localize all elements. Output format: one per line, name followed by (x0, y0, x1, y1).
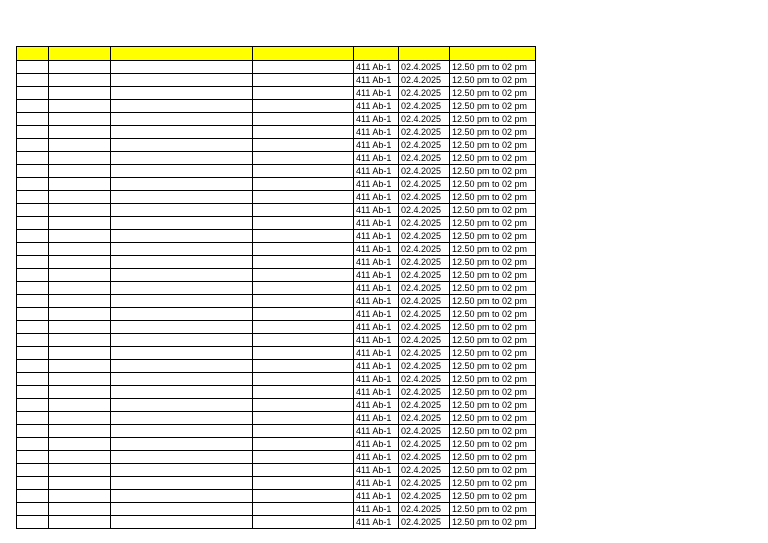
empty-cell[interactable] (17, 230, 49, 243)
date-cell[interactable]: 02.4.2025 (399, 360, 450, 373)
date-cell[interactable]: 02.4.2025 (399, 256, 450, 269)
empty-cell[interactable] (49, 464, 111, 477)
empty-cell[interactable] (49, 386, 111, 399)
empty-cell[interactable] (49, 412, 111, 425)
date-cell[interactable]: 02.4.2025 (399, 217, 450, 230)
empty-cell[interactable] (111, 464, 253, 477)
empty-cell[interactable] (17, 373, 49, 386)
table-row (17, 516, 536, 529)
empty-cell[interactable] (17, 490, 49, 503)
empty-cell[interactable] (17, 139, 49, 152)
empty-cell[interactable] (253, 464, 354, 477)
empty-cell[interactable] (253, 516, 354, 529)
room-cell[interactable]: 411 Ab-1 (354, 152, 399, 165)
empty-cell[interactable] (17, 61, 49, 74)
empty-cell[interactable] (49, 61, 111, 74)
empty-cell[interactable] (111, 217, 253, 230)
time-cell[interactable]: 12.50 pm to 02 pm (450, 61, 536, 74)
table-row (17, 464, 536, 477)
empty-cell[interactable] (17, 438, 49, 451)
date-cell[interactable]: 02.4.2025 (399, 126, 450, 139)
empty-cell[interactable] (49, 516, 111, 529)
date-cell[interactable]: 02.4.2025 (399, 477, 450, 490)
empty-cell[interactable] (49, 360, 111, 373)
time-cell[interactable]: 12.50 pm to 02 pm (450, 373, 536, 386)
empty-cell[interactable] (49, 451, 111, 464)
room-cell[interactable]: 411 Ab-1 (354, 230, 399, 243)
empty-cell[interactable] (111, 269, 253, 282)
room-cell[interactable]: 411 Ab-1 (354, 451, 399, 464)
date-cell[interactable]: 02.4.2025 (399, 425, 450, 438)
table-row (17, 113, 536, 126)
date-cell[interactable]: 02.4.2025 (399, 113, 450, 126)
empty-cell[interactable] (49, 100, 111, 113)
time-cell[interactable]: 12.50 pm to 02 pm (450, 87, 536, 100)
time-cell[interactable]: 12.50 pm to 02 pm (450, 334, 536, 347)
empty-cell[interactable] (111, 87, 253, 100)
empty-cell[interactable] (17, 243, 49, 256)
empty-cell[interactable] (253, 165, 354, 178)
table-row (17, 61, 536, 74)
empty-cell[interactable] (111, 412, 253, 425)
empty-cell[interactable] (49, 204, 111, 217)
table-row (17, 451, 536, 464)
empty-cell[interactable] (253, 269, 354, 282)
room-cell[interactable]: 411 Ab-1 (354, 113, 399, 126)
time-cell[interactable]: 12.50 pm to 02 pm (450, 243, 536, 256)
empty-cell[interactable] (253, 191, 354, 204)
room-cell[interactable]: 411 Ab-1 (354, 425, 399, 438)
table-row (17, 126, 536, 139)
room-cell[interactable]: 411 Ab-1 (354, 438, 399, 451)
empty-cell[interactable] (253, 373, 354, 386)
empty-cell[interactable] (111, 451, 253, 464)
empty-cell[interactable] (111, 165, 253, 178)
table-row (17, 386, 536, 399)
empty-cell[interactable] (253, 399, 354, 412)
empty-cell[interactable] (253, 451, 354, 464)
header-row (17, 47, 536, 61)
date-cell[interactable]: 02.4.2025 (399, 269, 450, 282)
empty-cell[interactable] (111, 74, 253, 87)
empty-cell[interactable] (111, 360, 253, 373)
table-row (17, 243, 536, 256)
empty-cell[interactable] (253, 139, 354, 152)
table-row (17, 334, 536, 347)
header-cell[interactable] (399, 47, 450, 61)
empty-cell[interactable] (253, 438, 354, 451)
room-cell[interactable]: 411 Ab-1 (354, 256, 399, 269)
table-row (17, 490, 536, 503)
empty-cell[interactable] (111, 256, 253, 269)
date-cell[interactable]: 02.4.2025 (399, 295, 450, 308)
empty-cell[interactable] (253, 204, 354, 217)
empty-cell[interactable] (111, 243, 253, 256)
empty-cell[interactable] (17, 126, 49, 139)
room-cell[interactable]: 411 Ab-1 (354, 516, 399, 529)
empty-cell[interactable] (17, 464, 49, 477)
room-cell[interactable]: 411 Ab-1 (354, 321, 399, 334)
empty-cell[interactable] (253, 490, 354, 503)
date-cell[interactable]: 02.4.2025 (399, 334, 450, 347)
room-cell[interactable]: 411 Ab-1 (354, 386, 399, 399)
empty-cell[interactable] (253, 152, 354, 165)
time-cell[interactable]: 12.50 pm to 02 pm (450, 425, 536, 438)
date-cell[interactable]: 02.4.2025 (399, 516, 450, 529)
empty-cell[interactable] (253, 308, 354, 321)
empty-cell[interactable] (17, 282, 49, 295)
empty-cell[interactable] (253, 321, 354, 334)
date-cell[interactable]: 02.4.2025 (399, 464, 450, 477)
empty-cell[interactable] (111, 386, 253, 399)
date-cell[interactable]: 02.4.2025 (399, 100, 450, 113)
spreadsheet (16, 46, 536, 529)
empty-cell[interactable] (253, 87, 354, 100)
empty-cell[interactable] (253, 243, 354, 256)
table-row (17, 477, 536, 490)
empty-cell[interactable] (49, 295, 111, 308)
empty-cell[interactable] (49, 126, 111, 139)
empty-cell[interactable] (17, 204, 49, 217)
room-cell[interactable]: 411 Ab-1 (354, 503, 399, 516)
table-row (17, 152, 536, 165)
empty-cell[interactable] (49, 191, 111, 204)
date-cell[interactable]: 02.4.2025 (399, 139, 450, 152)
room-cell[interactable]: 411 Ab-1 (354, 464, 399, 477)
table-row (17, 74, 536, 87)
date-cell[interactable]: 02.4.2025 (399, 503, 450, 516)
empty-cell[interactable] (49, 425, 111, 438)
empty-cell[interactable] (17, 295, 49, 308)
time-cell[interactable]: 12.50 pm to 02 pm (450, 399, 536, 412)
time-cell[interactable]: 12.50 pm to 02 pm (450, 438, 536, 451)
time-cell[interactable]: 12.50 pm to 02 pm (450, 503, 536, 516)
time-cell[interactable]: 12.50 pm to 02 pm (450, 347, 536, 360)
empty-cell[interactable] (17, 386, 49, 399)
header-cell[interactable] (450, 47, 536, 61)
empty-cell[interactable] (17, 308, 49, 321)
empty-cell[interactable] (17, 425, 49, 438)
empty-cell[interactable] (49, 334, 111, 347)
date-cell[interactable]: 02.4.2025 (399, 87, 450, 100)
empty-cell[interactable] (49, 139, 111, 152)
empty-cell[interactable] (253, 295, 354, 308)
empty-cell[interactable] (17, 113, 49, 126)
empty-cell[interactable] (17, 321, 49, 334)
empty-cell[interactable] (253, 334, 354, 347)
table-row (17, 204, 536, 217)
date-cell[interactable]: 02.4.2025 (399, 230, 450, 243)
table-row (17, 321, 536, 334)
empty-cell[interactable] (253, 360, 354, 373)
empty-cell[interactable] (111, 61, 253, 74)
table-row (17, 282, 536, 295)
date-cell[interactable]: 02.4.2025 (399, 165, 450, 178)
header-cell[interactable] (17, 47, 49, 61)
room-cell[interactable]: 411 Ab-1 (354, 399, 399, 412)
time-cell[interactable]: 12.50 pm to 02 pm (450, 451, 536, 464)
empty-cell[interactable] (17, 503, 49, 516)
empty-cell[interactable] (49, 87, 111, 100)
date-cell[interactable]: 02.4.2025 (399, 373, 450, 386)
time-cell[interactable]: 12.50 pm to 02 pm (450, 360, 536, 373)
empty-cell[interactable] (49, 373, 111, 386)
empty-cell[interactable] (111, 282, 253, 295)
table-row (17, 269, 536, 282)
empty-cell[interactable] (49, 269, 111, 282)
empty-cell[interactable] (49, 399, 111, 412)
time-cell[interactable]: 12.50 pm to 02 pm (450, 308, 536, 321)
table-row (17, 373, 536, 386)
empty-cell[interactable] (111, 308, 253, 321)
date-cell[interactable]: 02.4.2025 (399, 386, 450, 399)
table-row (17, 256, 536, 269)
room-cell[interactable]: 411 Ab-1 (354, 139, 399, 152)
empty-cell[interactable] (49, 490, 111, 503)
empty-cell[interactable] (17, 217, 49, 230)
empty-cell[interactable] (253, 386, 354, 399)
empty-cell[interactable] (253, 100, 354, 113)
empty-cell[interactable] (17, 399, 49, 412)
time-cell[interactable]: 12.50 pm to 02 pm (450, 464, 536, 477)
date-cell[interactable]: 02.4.2025 (399, 321, 450, 334)
date-cell[interactable]: 02.4.2025 (399, 347, 450, 360)
empty-cell[interactable] (111, 399, 253, 412)
table-row (17, 165, 536, 178)
empty-cell[interactable] (17, 191, 49, 204)
empty-cell[interactable] (111, 425, 253, 438)
empty-cell[interactable] (253, 412, 354, 425)
date-cell[interactable]: 02.4.2025 (399, 308, 450, 321)
empty-cell[interactable] (111, 126, 253, 139)
empty-cell[interactable] (49, 113, 111, 126)
empty-cell[interactable] (49, 243, 111, 256)
empty-cell[interactable] (17, 152, 49, 165)
room-cell[interactable]: 411 Ab-1 (354, 490, 399, 503)
time-cell[interactable]: 12.50 pm to 02 pm (450, 295, 536, 308)
empty-cell[interactable] (49, 230, 111, 243)
empty-cell[interactable] (111, 373, 253, 386)
empty-cell[interactable] (111, 503, 253, 516)
empty-cell[interactable] (253, 126, 354, 139)
empty-cell[interactable] (49, 503, 111, 516)
empty-cell[interactable] (17, 412, 49, 425)
header-cell[interactable] (354, 47, 399, 61)
time-cell[interactable]: 12.50 pm to 02 pm (450, 165, 536, 178)
empty-cell[interactable] (253, 230, 354, 243)
date-cell[interactable]: 02.4.2025 (399, 61, 450, 74)
time-cell[interactable]: 12.50 pm to 02 pm (450, 386, 536, 399)
empty-cell[interactable] (49, 178, 111, 191)
empty-cell[interactable] (111, 477, 253, 490)
schedule-table (16, 46, 536, 529)
empty-cell[interactable] (17, 165, 49, 178)
date-cell[interactable]: 02.4.2025 (399, 451, 450, 464)
room-cell[interactable]: 411 Ab-1 (354, 295, 399, 308)
room-cell[interactable]: 411 Ab-1 (354, 347, 399, 360)
time-cell[interactable]: 12.50 pm to 02 pm (450, 178, 536, 191)
empty-cell[interactable] (253, 347, 354, 360)
date-cell[interactable]: 02.4.2025 (399, 490, 450, 503)
date-cell[interactable]: 02.4.2025 (399, 178, 450, 191)
room-cell[interactable]: 411 Ab-1 (354, 100, 399, 113)
empty-cell[interactable] (253, 425, 354, 438)
empty-cell[interactable] (17, 334, 49, 347)
date-cell[interactable]: 02.4.2025 (399, 438, 450, 451)
empty-cell[interactable] (111, 490, 253, 503)
empty-cell[interactable] (111, 438, 253, 451)
table-row (17, 230, 536, 243)
empty-cell[interactable] (111, 178, 253, 191)
empty-cell[interactable] (49, 477, 111, 490)
table-row (17, 87, 536, 100)
time-cell[interactable]: 12.50 pm to 02 pm (450, 113, 536, 126)
empty-cell[interactable] (253, 178, 354, 191)
table-row (17, 503, 536, 516)
empty-cell[interactable] (17, 100, 49, 113)
empty-cell[interactable] (111, 230, 253, 243)
table-row (17, 438, 536, 451)
room-cell[interactable]: 411 Ab-1 (354, 217, 399, 230)
room-cell[interactable]: 411 Ab-1 (354, 373, 399, 386)
room-cell[interactable]: 411 Ab-1 (354, 61, 399, 74)
room-cell[interactable]: 411 Ab-1 (354, 178, 399, 191)
empty-cell[interactable] (49, 282, 111, 295)
room-cell[interactable]: 411 Ab-1 (354, 191, 399, 204)
empty-cell[interactable] (253, 477, 354, 490)
table-row (17, 295, 536, 308)
table-row (17, 412, 536, 425)
table-row (17, 425, 536, 438)
room-cell[interactable]: 411 Ab-1 (354, 334, 399, 347)
table-body (17, 61, 536, 529)
empty-cell[interactable] (17, 516, 49, 529)
room-cell[interactable]: 411 Ab-1 (354, 477, 399, 490)
empty-cell[interactable] (17, 178, 49, 191)
table-row (17, 100, 536, 113)
date-cell[interactable]: 02.4.2025 (399, 243, 450, 256)
empty-cell[interactable] (49, 74, 111, 87)
empty-cell[interactable] (17, 256, 49, 269)
time-cell[interactable]: 12.50 pm to 02 pm (450, 100, 536, 113)
room-cell[interactable]: 411 Ab-1 (354, 74, 399, 87)
empty-cell[interactable] (253, 61, 354, 74)
table-row (17, 191, 536, 204)
time-cell[interactable]: 12.50 pm to 02 pm (450, 477, 536, 490)
table-row (17, 347, 536, 360)
date-cell[interactable]: 02.4.2025 (399, 74, 450, 87)
empty-cell[interactable] (17, 347, 49, 360)
time-cell[interactable]: 12.50 pm to 02 pm (450, 230, 536, 243)
empty-cell[interactable] (253, 217, 354, 230)
room-cell[interactable]: 411 Ab-1 (354, 165, 399, 178)
table-row (17, 139, 536, 152)
time-cell[interactable]: 12.50 pm to 02 pm (450, 152, 536, 165)
empty-cell[interactable] (111, 334, 253, 347)
room-cell[interactable]: 411 Ab-1 (354, 204, 399, 217)
empty-cell[interactable] (49, 308, 111, 321)
empty-cell[interactable] (111, 321, 253, 334)
room-cell[interactable]: 411 Ab-1 (354, 282, 399, 295)
empty-cell[interactable] (49, 217, 111, 230)
date-cell[interactable]: 02.4.2025 (399, 204, 450, 217)
date-cell[interactable]: 02.4.2025 (399, 191, 450, 204)
header-cell[interactable] (49, 47, 111, 61)
room-cell[interactable]: 411 Ab-1 (354, 126, 399, 139)
empty-cell[interactable] (17, 87, 49, 100)
time-cell[interactable]: 12.50 pm to 02 pm (450, 412, 536, 425)
table-row (17, 178, 536, 191)
empty-cell[interactable] (111, 152, 253, 165)
room-cell[interactable]: 411 Ab-1 (354, 269, 399, 282)
table-row (17, 399, 536, 412)
time-cell[interactable]: 12.50 pm to 02 pm (450, 269, 536, 282)
empty-cell[interactable] (17, 451, 49, 464)
empty-cell[interactable] (111, 191, 253, 204)
room-cell[interactable]: 411 Ab-1 (354, 412, 399, 425)
empty-cell[interactable] (253, 282, 354, 295)
empty-cell[interactable] (17, 269, 49, 282)
empty-cell[interactable] (111, 100, 253, 113)
time-cell[interactable]: 12.50 pm to 02 pm (450, 516, 536, 529)
empty-cell[interactable] (49, 165, 111, 178)
empty-cell[interactable] (253, 503, 354, 516)
empty-cell[interactable] (17, 74, 49, 87)
time-cell[interactable]: 12.50 pm to 02 pm (450, 321, 536, 334)
time-cell[interactable]: 12.50 pm to 02 pm (450, 191, 536, 204)
room-cell[interactable]: 411 Ab-1 (354, 87, 399, 100)
table-row (17, 360, 536, 373)
empty-cell[interactable] (253, 113, 354, 126)
date-cell[interactable]: 02.4.2025 (399, 399, 450, 412)
time-cell[interactable]: 12.50 pm to 02 pm (450, 282, 536, 295)
time-cell[interactable]: 12.50 pm to 02 pm (450, 256, 536, 269)
empty-cell[interactable] (17, 477, 49, 490)
time-cell[interactable]: 12.50 pm to 02 pm (450, 139, 536, 152)
table-row (17, 217, 536, 230)
room-cell[interactable]: 411 Ab-1 (354, 308, 399, 321)
empty-cell[interactable] (49, 256, 111, 269)
empty-cell[interactable] (111, 516, 253, 529)
time-cell[interactable]: 12.50 pm to 02 pm (450, 74, 536, 87)
room-cell[interactable]: 411 Ab-1 (354, 243, 399, 256)
empty-cell[interactable] (17, 360, 49, 373)
empty-cell[interactable] (111, 295, 253, 308)
empty-cell[interactable] (49, 321, 111, 334)
empty-cell[interactable] (111, 113, 253, 126)
empty-cell[interactable] (253, 74, 354, 87)
empty-cell[interactable] (111, 347, 253, 360)
empty-cell[interactable] (49, 438, 111, 451)
header-cell[interactable] (111, 47, 253, 61)
table-row (17, 308, 536, 321)
empty-cell[interactable] (253, 256, 354, 269)
date-cell[interactable]: 02.4.2025 (399, 412, 450, 425)
empty-cell[interactable] (111, 139, 253, 152)
date-cell[interactable]: 02.4.2025 (399, 152, 450, 165)
room-cell[interactable]: 411 Ab-1 (354, 360, 399, 373)
header-cell[interactable] (253, 47, 354, 61)
time-cell[interactable]: 12.50 pm to 02 pm (450, 217, 536, 230)
time-cell[interactable]: 12.50 pm to 02 pm (450, 126, 536, 139)
time-cell[interactable]: 12.50 pm to 02 pm (450, 204, 536, 217)
empty-cell[interactable] (49, 152, 111, 165)
empty-cell[interactable] (111, 204, 253, 217)
empty-cell[interactable] (49, 347, 111, 360)
time-cell[interactable]: 12.50 pm to 02 pm (450, 490, 536, 503)
date-cell[interactable]: 02.4.2025 (399, 282, 450, 295)
